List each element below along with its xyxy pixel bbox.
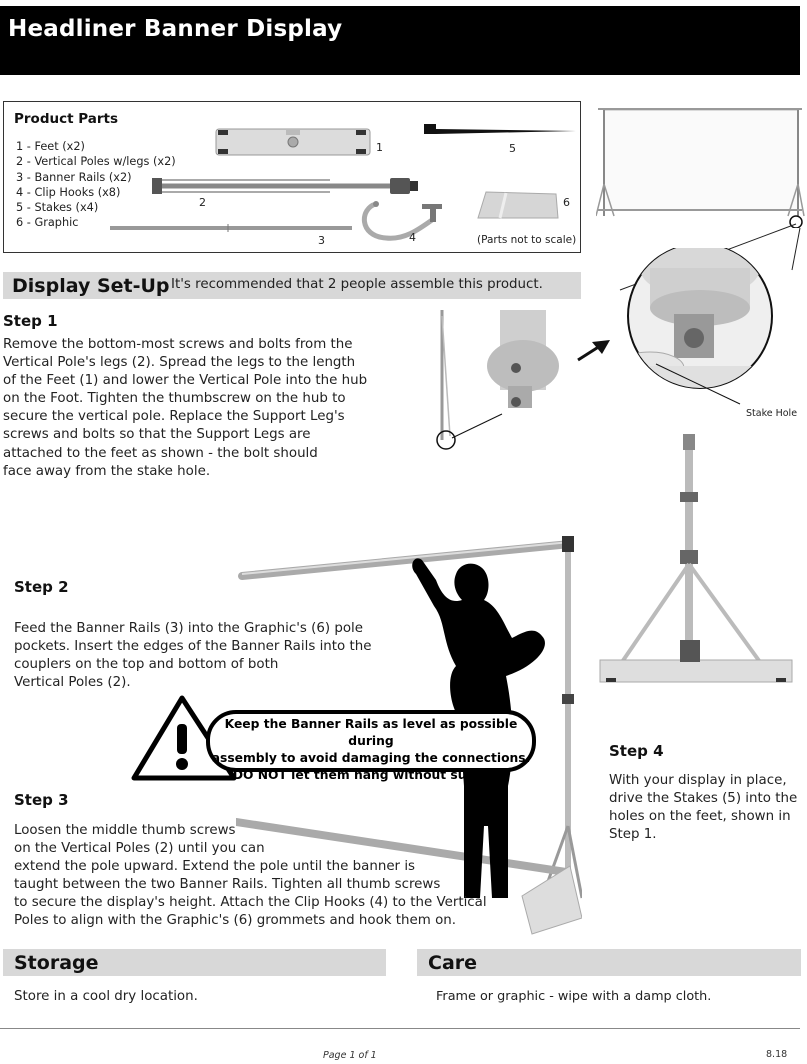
step-3-heading: Step 3 [14, 791, 69, 809]
callout-2: 2 [199, 196, 206, 209]
step-2-line: Vertical Poles (2). [14, 675, 131, 691]
step-1-line: on the Foot. Tighten the thumbscrew on the hub to [3, 391, 346, 407]
step-3-text [14, 822, 487, 931]
pole-hub-illustration [432, 306, 582, 454]
step-3-line: to secure the display's height. Attach the Clip Hooks (4) to the Vertical [14, 895, 487, 911]
storage-text: Store in a cool dry location. [14, 989, 198, 1004]
scale-note: (Parts not to scale) [477, 234, 577, 246]
step-2-line: couplers on the top and bottom of both [14, 657, 279, 673]
callout-5: 5 [509, 142, 516, 155]
step-1-line: screws and bolts so that the Support Legs are [3, 427, 311, 443]
assembled-display-illustration [596, 104, 806, 228]
step-4-line: With your display in place, [609, 773, 787, 788]
care-text: Frame or graphic - wipe with a damp cloth. [436, 989, 712, 1004]
version-number: 8.18 [766, 1049, 788, 1060]
step-3-line: Poles to align with the Graphic's (6) grommets and hook them on. [14, 913, 457, 929]
warning-line: DO NOT let them hang without support. [232, 768, 510, 782]
step-1-text [3, 336, 367, 481]
graphic-illustration [476, 190, 560, 222]
step-4-line: drive the Stakes (5) into the [609, 791, 798, 807]
step-2-heading: Step 2 [14, 578, 69, 596]
step-3-line: on the Vertical Poles (2) until you can [14, 841, 265, 857]
page-number: Page 1 of 1 [323, 1050, 377, 1061]
display-setup-subtitle: It's recommended that 2 people assemble this product. [171, 277, 543, 292]
warning-line: assembly to avoid damaging the connections. [211, 751, 531, 765]
parts-list-item: 6 - Graphic [16, 216, 79, 230]
step-4-line: Step 1. [609, 827, 657, 843]
step-2-line: Feed the Banner Rails (3) into the Graphic's (6) pole [14, 621, 363, 636]
title-bar [0, 6, 800, 75]
warning-text [206, 716, 536, 784]
care-band [417, 949, 801, 976]
step-4-text [609, 772, 797, 844]
display-setup-title: Display Set-Up [12, 275, 170, 297]
vertical-pole-illustration [150, 172, 422, 200]
step-3-line: extend the pole upward. Extend the pole until the banner is [14, 859, 416, 875]
display-setup-band [3, 272, 581, 299]
parts-list-item: 2 - Vertical Poles w/legs (x2) [16, 155, 176, 169]
warning-line: Keep the Banner Rails as level as possible during [224, 717, 518, 748]
step-1-line: Vertical Pole's legs (2). Spread the legs to the length [3, 355, 356, 371]
tripod-foot-illustration [596, 430, 796, 686]
parts-list-item: 3 - Banner Rails (x2) [16, 170, 132, 184]
clip-hook-illustration [356, 198, 451, 244]
step-3-line: taught between the two Banner Rails. Tighten all thumb screws [14, 877, 441, 893]
storage-band [3, 949, 386, 976]
storage-title: Storage [14, 952, 99, 974]
callout-6: 6 [563, 196, 570, 209]
step-1-line: of the Feet (1) and lower the Vertical Pole into the hub [3, 373, 368, 389]
feet-illustration [214, 126, 374, 158]
step-1-line: secure the vertical pole. Replace the Support Leg's [3, 409, 345, 425]
step-1-line: attached to the feet as shown - the bolt should [3, 445, 318, 461]
stake-hole-label: Stake Hole [746, 408, 798, 419]
footer-divider [0, 1028, 800, 1029]
step-4-line: holes on the feet, shown in [609, 809, 791, 825]
product-parts-title: Product Parts [14, 111, 119, 127]
parts-list-item: 1 - Feet (x2) [16, 140, 85, 153]
step-1-heading: Step 1 [3, 312, 58, 330]
parts-list-item: 5 - Stakes (x4) [16, 201, 99, 215]
page-title: Headliner Banner Display [8, 16, 343, 42]
stake-illustration [422, 120, 582, 140]
callout-4: 4 [409, 231, 416, 244]
callout-3: 3 [318, 234, 325, 247]
callout-1: 1 [376, 141, 383, 154]
parts-list-item: 4 - Clip Hooks (x8) [16, 185, 121, 199]
step-1-line: face away from the stake hole. [3, 463, 211, 479]
foot-closeup-illustration [610, 248, 800, 408]
step-3-line: Loosen the middle thumb screws [14, 823, 236, 838]
care-title: Care [428, 952, 478, 974]
step-2-line: pockets. Insert the edges of the Banner Rails into the [14, 639, 372, 655]
step-4-heading: Step 4 [609, 742, 664, 760]
banner-rail-illustration [108, 222, 354, 234]
step-1-line: Remove the bottom-most screws and bolts from the [3, 337, 353, 352]
